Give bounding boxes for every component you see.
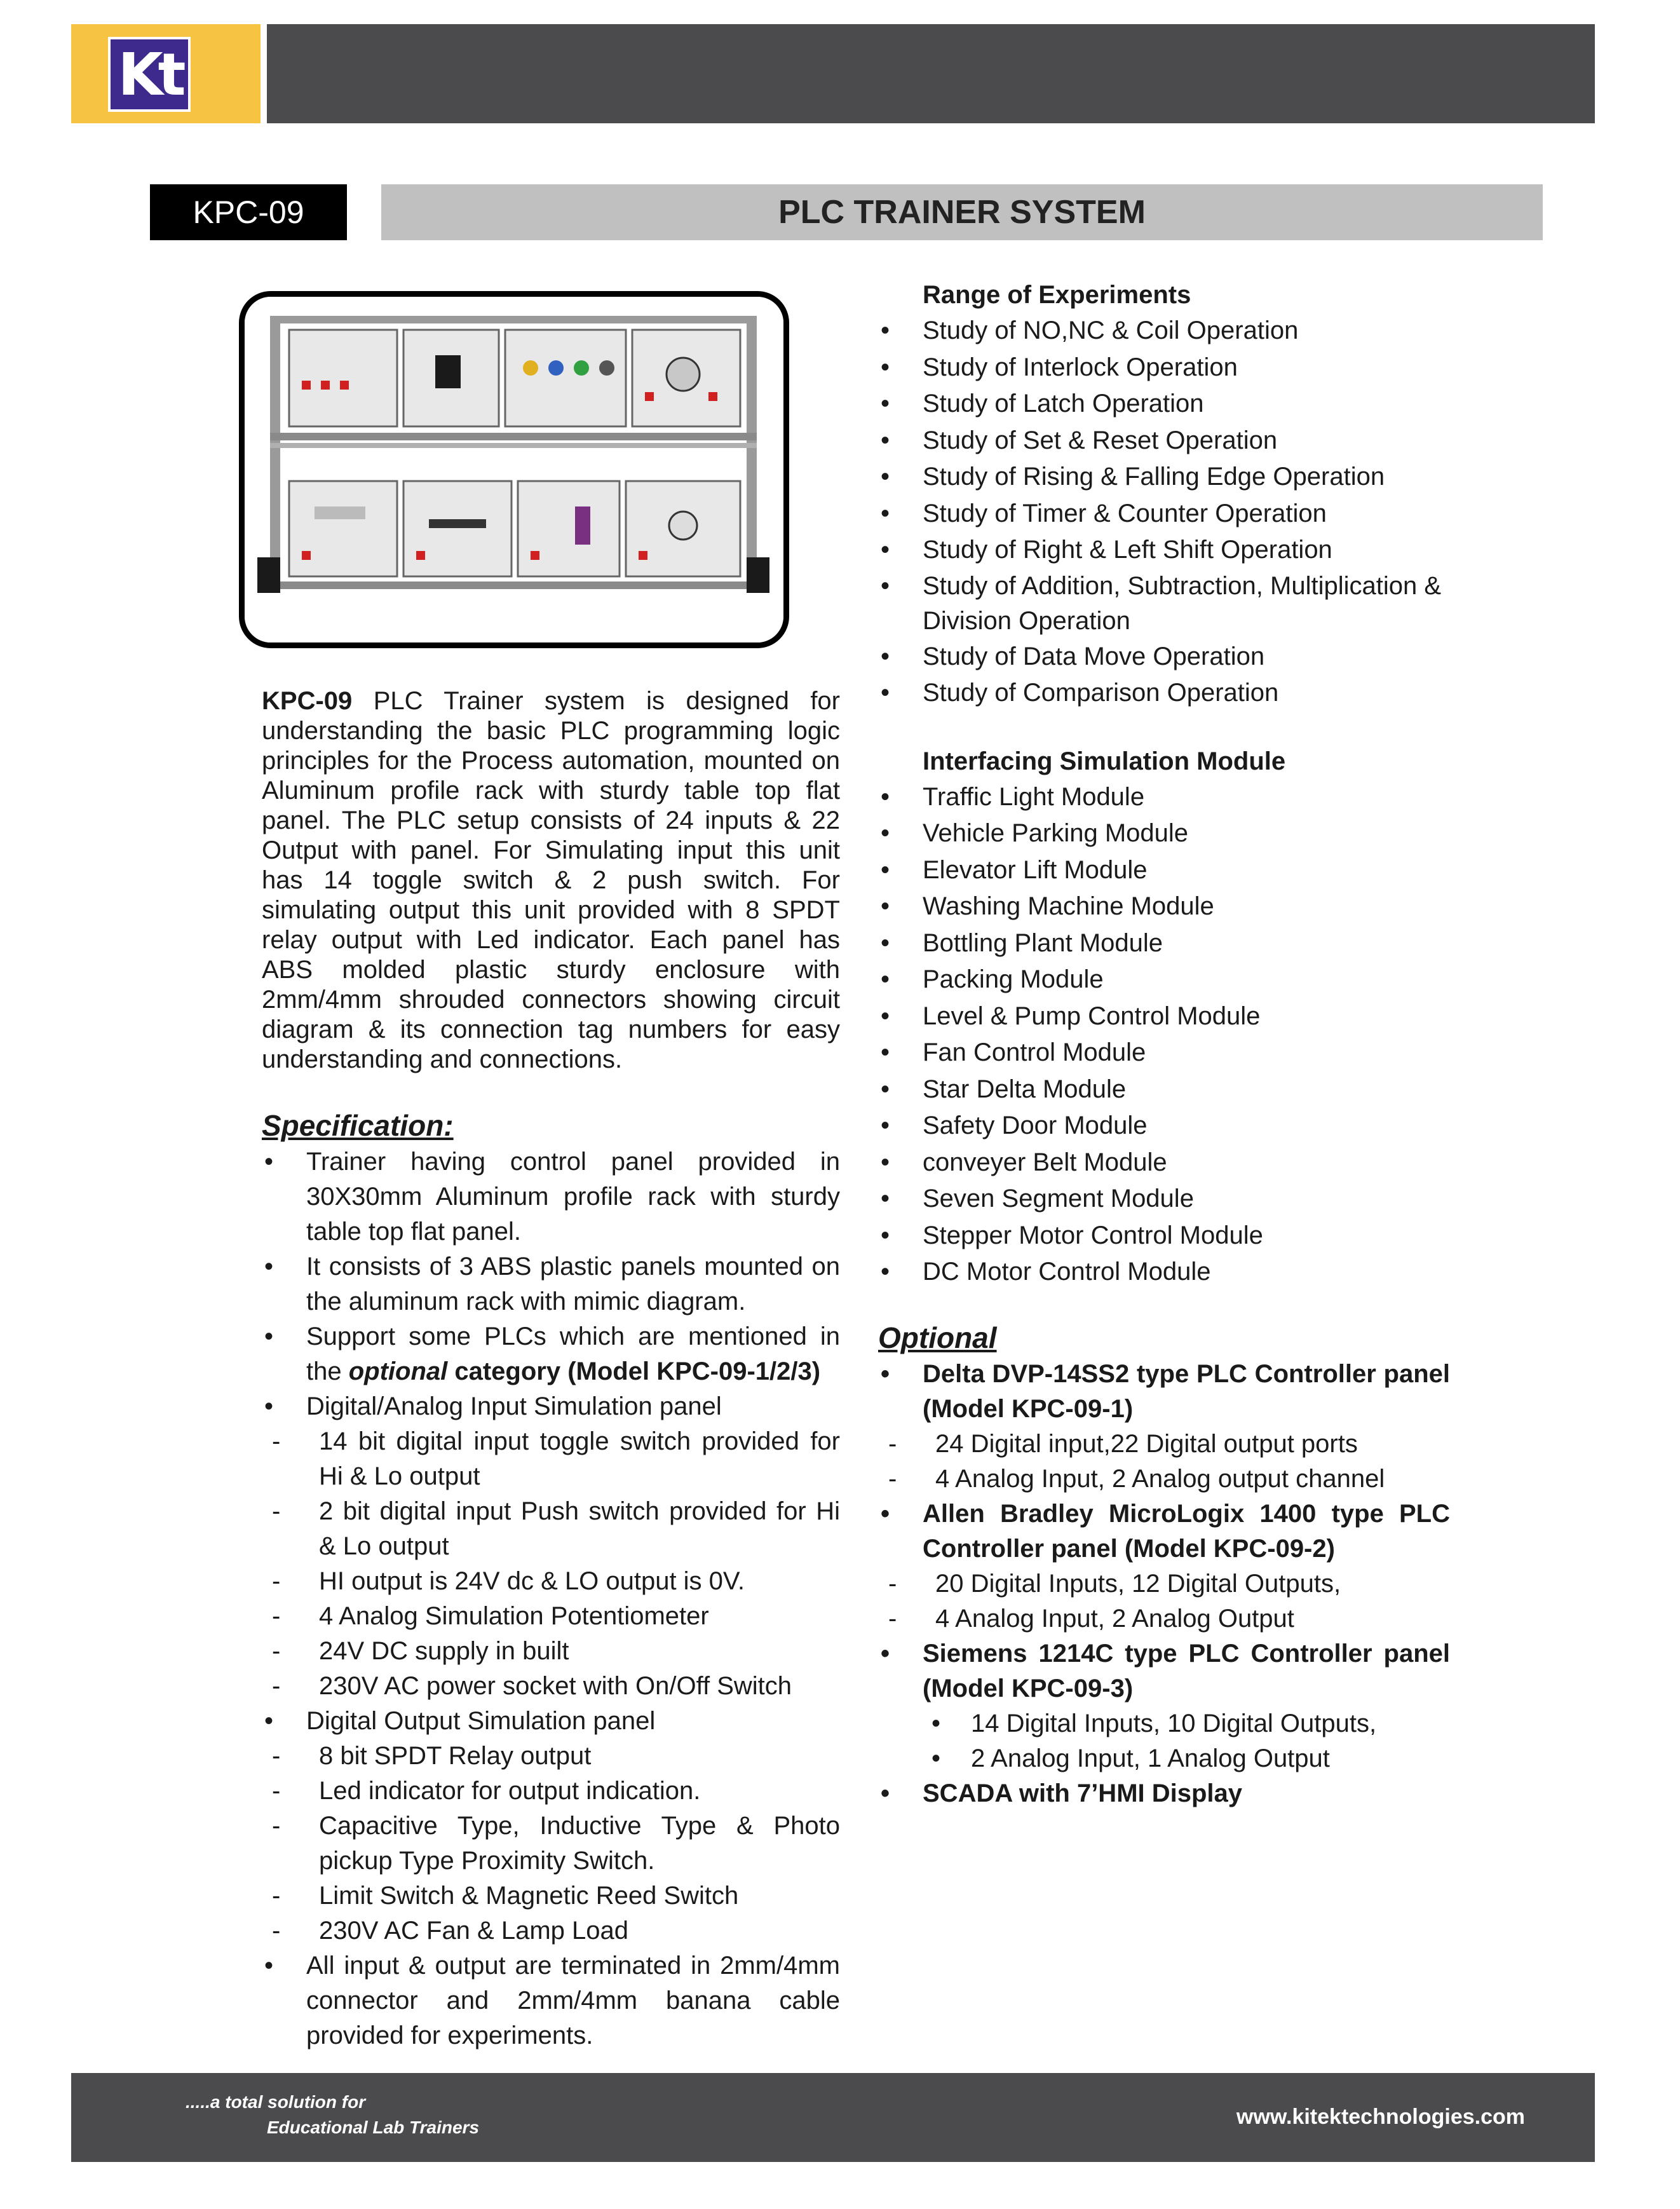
module-item: • Packing Module bbox=[878, 962, 1450, 998]
experiment-item: • Study of Right & Left Shift Operation bbox=[878, 532, 1450, 569]
spec-item-tail: category (Model KPC-09-1/2/3) bbox=[447, 1357, 821, 1385]
product-photo bbox=[239, 291, 789, 648]
experiment-item: • Study of Interlock Operation bbox=[878, 350, 1450, 386]
spec-subitem: - 8 bit SPDT Relay output bbox=[262, 1739, 840, 1774]
kitek-logo bbox=[108, 37, 191, 112]
spec-subitem: - HI output is 24V dc & LO output is 0V. bbox=[262, 1564, 840, 1599]
experiment-item: • Study of Addition, Subtraction, Multiplication & Division Operation bbox=[878, 569, 1450, 639]
modules-heading: Interfacing Simulation Module bbox=[923, 747, 1286, 775]
experiment-item: • Study of Data Move Operation bbox=[878, 639, 1450, 676]
footer-bar bbox=[71, 2073, 1595, 2162]
spec-subitem: - 4 Analog Simulation Potentiometer bbox=[262, 1599, 840, 1634]
experiments-heading: Range of Experiments bbox=[923, 281, 1191, 309]
optional-subitem: - 4 Analog Input, 2 Analog output channel bbox=[878, 1462, 1450, 1497]
spec-subitem: - 24V DC supply in built bbox=[262, 1634, 840, 1669]
module-item: • Elevator Lift Module bbox=[878, 852, 1450, 889]
experiment-item: • Study of Set & Reset Operation bbox=[878, 423, 1450, 459]
module-item: • DC Motor Control Module bbox=[878, 1254, 1450, 1291]
left-column bbox=[262, 686, 840, 2053]
module-item: • Star Delta Module bbox=[878, 1071, 1450, 1108]
model-code: KPC-09 bbox=[150, 184, 347, 240]
website-link[interactable]: www.kitektechnologies.com bbox=[1236, 2105, 1525, 2129]
optional-subitem: • 2 Analog Input, 1 Analog Output bbox=[878, 1741, 1450, 1776]
modules-list bbox=[878, 779, 1450, 1291]
spec-subitem: - 230V AC Fan & Lamp Load bbox=[262, 1913, 840, 1948]
specification-heading: Specification: bbox=[262, 1109, 454, 1142]
spec-subitem: - 14 bit digital input toggle switch provided for Hi & Lo output bbox=[262, 1424, 840, 1494]
right-column bbox=[878, 277, 1450, 1811]
spec-subitem: - Capacitive Type, Inductive Type & Photo pickup Type Proximity Switch. bbox=[262, 1809, 840, 1879]
page-title: PLC TRAINER SYSTEM bbox=[381, 184, 1543, 240]
spec-subitem: - 230V AC power socket with On/Off Switch bbox=[262, 1669, 840, 1704]
experiment-item: • Study of Comparison Operation bbox=[878, 675, 1450, 712]
spec-item: • It consists of 3 ABS plastic panels mounted on the aluminum rack with mimic diagram. bbox=[262, 1249, 840, 1319]
header-bar bbox=[267, 24, 1595, 123]
spec-item: • Trainer having control panel provided in 30X30mm Aluminum profile rack with sturdy table top flat panel. bbox=[262, 1145, 840, 1249]
spec-item: • All input & output are terminated in 2mm/4mm connector and 2mm/4mm banana cable provided for experiments. bbox=[262, 1948, 840, 2053]
module-item: • Vehicle Parking Module bbox=[878, 815, 1450, 852]
optional-subitem: - 24 Digital input,22 Digital output ports bbox=[878, 1427, 1450, 1462]
spec-subitem: - Led indicator for output indication. bbox=[262, 1774, 840, 1809]
plc-trainer-illustration bbox=[245, 297, 783, 642]
optional-subitem: - 20 Digital Inputs, 12 Digital Outputs, bbox=[878, 1567, 1450, 1601]
spec-subitem: - 2 bit digital input Push switch provided for Hi & Lo output bbox=[262, 1494, 840, 1564]
experiment-item: • Study of Timer & Counter Operation bbox=[878, 496, 1450, 533]
logo-text: Kt bbox=[118, 40, 181, 109]
specification-list bbox=[262, 1145, 840, 2053]
optional-subitem: - 4 Analog Input, 2 Analog Output bbox=[878, 1601, 1450, 1636]
module-item: • Safety Door Module bbox=[878, 1108, 1450, 1145]
experiment-item: • Study of Latch Operation bbox=[878, 386, 1450, 423]
module-item: • Fan Control Module bbox=[878, 1035, 1450, 1071]
experiments-list bbox=[878, 313, 1450, 712]
optional-item: • Siemens 1214C type PLC Controller panel (Model KPC-09-3) bbox=[878, 1636, 1450, 1706]
module-item: • Seven Segment Module bbox=[878, 1181, 1450, 1218]
module-item: • Traffic Light Module bbox=[878, 779, 1450, 816]
description-text: PLC Trainer system is designed for understanding the basic PLC programming logic principles for the Process automation, mounted on Aluminum profile rack with sturdy table top flat panel. The PLC setup consists of 24 inputs & 22 Output with panel. For Simulating input this unit has 14 toggle switch & 2 push switch. For simulating output this unit provided with 8 SPDT relay output with Led indicator. Each panel has ABS molded plastic sturdy enclosure with 2mm/4mm shrouded connectors showing circuit diagram & its connection tag numbers for easy understanding and connections. bbox=[262, 687, 840, 1073]
product-description bbox=[262, 686, 840, 1075]
module-item: • Washing Machine Module bbox=[878, 888, 1450, 925]
spec-item: • Digital/Analog Input Simulation panel bbox=[262, 1389, 840, 1424]
spec-item bbox=[262, 1319, 840, 1389]
module-item: • conveyer Belt Module bbox=[878, 1145, 1450, 1181]
spec-item-emphasis: optional bbox=[348, 1357, 448, 1385]
optional-subitem: • 14 Digital Inputs, 10 Digital Outputs, bbox=[878, 1706, 1450, 1741]
footer-tagline-2: Educational Lab Trainers bbox=[267, 2117, 480, 2137]
optional-list bbox=[878, 1357, 1450, 1811]
spec-subitem: - Limit Switch & Magnetic Reed Switch bbox=[262, 1879, 840, 1913]
experiment-item: • Study of NO,NC & Coil Operation bbox=[878, 313, 1450, 350]
footer-tagline-1: .....a total solution for bbox=[186, 2092, 366, 2112]
module-item: • Bottling Plant Module bbox=[878, 925, 1450, 962]
module-item: • Level & Pump Control Module bbox=[878, 998, 1450, 1035]
optional-item: • SCADA with 7’HMI Display bbox=[878, 1776, 1450, 1811]
spec-item-text: Support some PLCs which are mentioned in the bbox=[306, 1322, 840, 1385]
description-lead: KPC-09 bbox=[262, 687, 353, 715]
optional-item: • Allen Bradley MicroLogix 1400 type PLC Controller panel (Model KPC-09-2) bbox=[878, 1497, 1450, 1567]
module-item: • Stepper Motor Control Module bbox=[878, 1218, 1450, 1254]
optional-heading: Optional bbox=[878, 1321, 997, 1354]
spec-item: • Digital Output Simulation panel bbox=[262, 1704, 840, 1739]
experiment-item: • Study of Rising & Falling Edge Operation bbox=[878, 459, 1450, 496]
optional-item: • Delta DVP-14SS2 type PLC Controller panel (Model KPC-09-1) bbox=[878, 1357, 1450, 1427]
